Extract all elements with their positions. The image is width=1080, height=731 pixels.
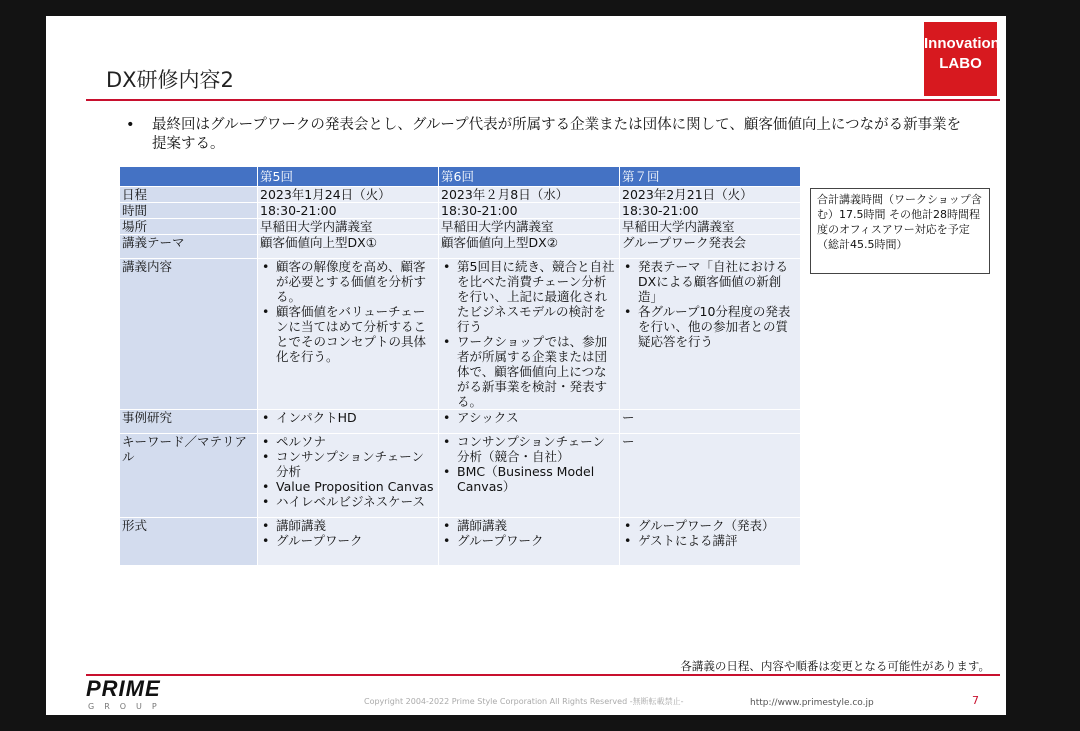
table-row [120, 518, 801, 566]
footer-url: http://www.primestyle.co.jp [750, 698, 874, 708]
table-header-row [120, 167, 801, 187]
list-item: • ワークショップでは、参加者が所属する企業または団体で、顧客価値向上につながる新事業を検討・発表する。 [441, 334, 617, 409]
row-label-keywords: キーワード／マテリアル [120, 434, 258, 518]
title-divider [86, 99, 1000, 101]
list-item: • Value Proposition Canvas [260, 479, 436, 494]
header-session-6: 第6回 [439, 167, 620, 187]
row-label-theme: 講義テーマ [120, 235, 258, 259]
prime-group-text: GROUP [88, 702, 167, 711]
cell-content-7 [620, 259, 801, 410]
cell-place-7: 早稲田大学内講義室 [620, 219, 801, 235]
header-blank [120, 167, 258, 187]
cell-place-6: 早稲田大学内講義室 [439, 219, 620, 235]
cell-case-6 [439, 410, 620, 434]
cell-theme-5: 顧客価値向上型DX① [258, 235, 439, 259]
row-label-content: 講義内容 [120, 259, 258, 410]
cell-keywords-5 [258, 434, 439, 518]
cell-date-6: 2023年２月8日（水） [439, 187, 620, 203]
cell-content-6 [439, 259, 620, 410]
table-row [120, 235, 801, 259]
cell-keywords-7: ー [620, 434, 801, 518]
cell-theme-6: 顧客価値向上型DX② [439, 235, 620, 259]
intro-text: 最終回はグループワークの発表会とし、グループ代表が所属する企業または団体に関して、顧客価値向上につながる新事業を提案する。 [152, 117, 962, 152]
list-item: • ハイレベルビジネスケース [260, 494, 436, 509]
prime-logo: PRIME [86, 676, 161, 701]
list-item: • 発表テーマ「自社におけるDXによる顧客価値の新創造」 [622, 259, 798, 304]
header-session-7: 第７回 [620, 167, 801, 187]
table-row [120, 410, 801, 434]
cell-keywords-6 [439, 434, 620, 518]
row-label-time: 時間 [120, 203, 258, 219]
list-item: • 第5回目に続き、競合と自社を比べた消費チェーン分析を行い、上記に最適化されたビジネスモデルの検討を行う [441, 259, 617, 334]
list-item: • コンサンプションチェーン分析（競合・自社） [441, 434, 617, 464]
cell-theme-7: グループワーク発表会 [620, 235, 801, 259]
innovation-labo-logo: Innovation LABO [924, 22, 997, 96]
table-row [120, 187, 801, 203]
slide [46, 16, 1006, 715]
schedule-table [119, 166, 801, 566]
cell-time-5: 18:30-21:00 [258, 203, 439, 219]
cell-format-6 [439, 518, 620, 566]
cell-time-7: 18:30-21:00 [620, 203, 801, 219]
copyright-text: Copyright 2004-2022 Prime Style Corporation All Rights Reserved -無断転載禁止- [364, 697, 684, 706]
page-number: 7 [972, 694, 979, 707]
footer-divider [86, 674, 1000, 676]
row-label-date: 日程 [120, 187, 258, 203]
row-label-case: 事例研究 [120, 410, 258, 434]
cell-content-5 [258, 259, 439, 410]
list-item: • グループワーク（発表） [622, 518, 798, 533]
intro-bullet [126, 116, 966, 154]
table-row [120, 259, 801, 410]
row-label-place: 場所 [120, 219, 258, 235]
cell-date-7: 2023年2月21日（火） [620, 187, 801, 203]
header-session-5: 第5回 [258, 167, 439, 187]
row-label-format: 形式 [120, 518, 258, 566]
total-hours-box: 合計講義時間（ワークショップ含む）17.5時間 その他計28時間程度のオフィスアワー対応を予定 （総計45.5時間） [810, 188, 990, 274]
list-item: • グループワーク [441, 533, 617, 548]
list-item: • ペルソナ [260, 434, 436, 449]
list-item: • 顧客の解像度を高め、顧客が必要とする価値を分析する。 [260, 259, 436, 304]
slide-title: DX研修内容2 [106, 68, 234, 92]
cell-case-5 [258, 410, 439, 434]
cell-case-7: ー [620, 410, 801, 434]
schedule-change-note: 各講義の日程、内容や順番は変更となる可能性があります。 [680, 659, 990, 673]
cell-format-7 [620, 518, 801, 566]
cell-format-5 [258, 518, 439, 566]
list-item: • 講師講義 [441, 518, 617, 533]
list-item: • インパクトHD [260, 410, 436, 425]
cell-date-5: 2023年1月24日（火） [258, 187, 439, 203]
bullet-icon: • [126, 117, 135, 133]
list-item: • コンサンプションチェーン分析 [260, 449, 436, 479]
list-item: • 顧客価値をバリューチェーンに当てはめて分析することでそのコンセプトの具体化を行う。 [260, 304, 436, 364]
table-row [120, 434, 801, 518]
table-row [120, 203, 801, 219]
list-item: • アシックス [441, 410, 617, 425]
table-row [120, 219, 801, 235]
list-item: • 各グループ10分程度の発表を行い、他の参加者との質疑応答を行う [622, 304, 798, 349]
cell-place-5: 早稲田大学内講義室 [258, 219, 439, 235]
cell-time-6: 18:30-21:00 [439, 203, 620, 219]
list-item: • ゲストによる講評 [622, 533, 798, 548]
list-item: • BMC（Business Model Canvas） [441, 464, 617, 494]
list-item: • グループワーク [260, 533, 436, 548]
list-item: • 講師講義 [260, 518, 436, 533]
